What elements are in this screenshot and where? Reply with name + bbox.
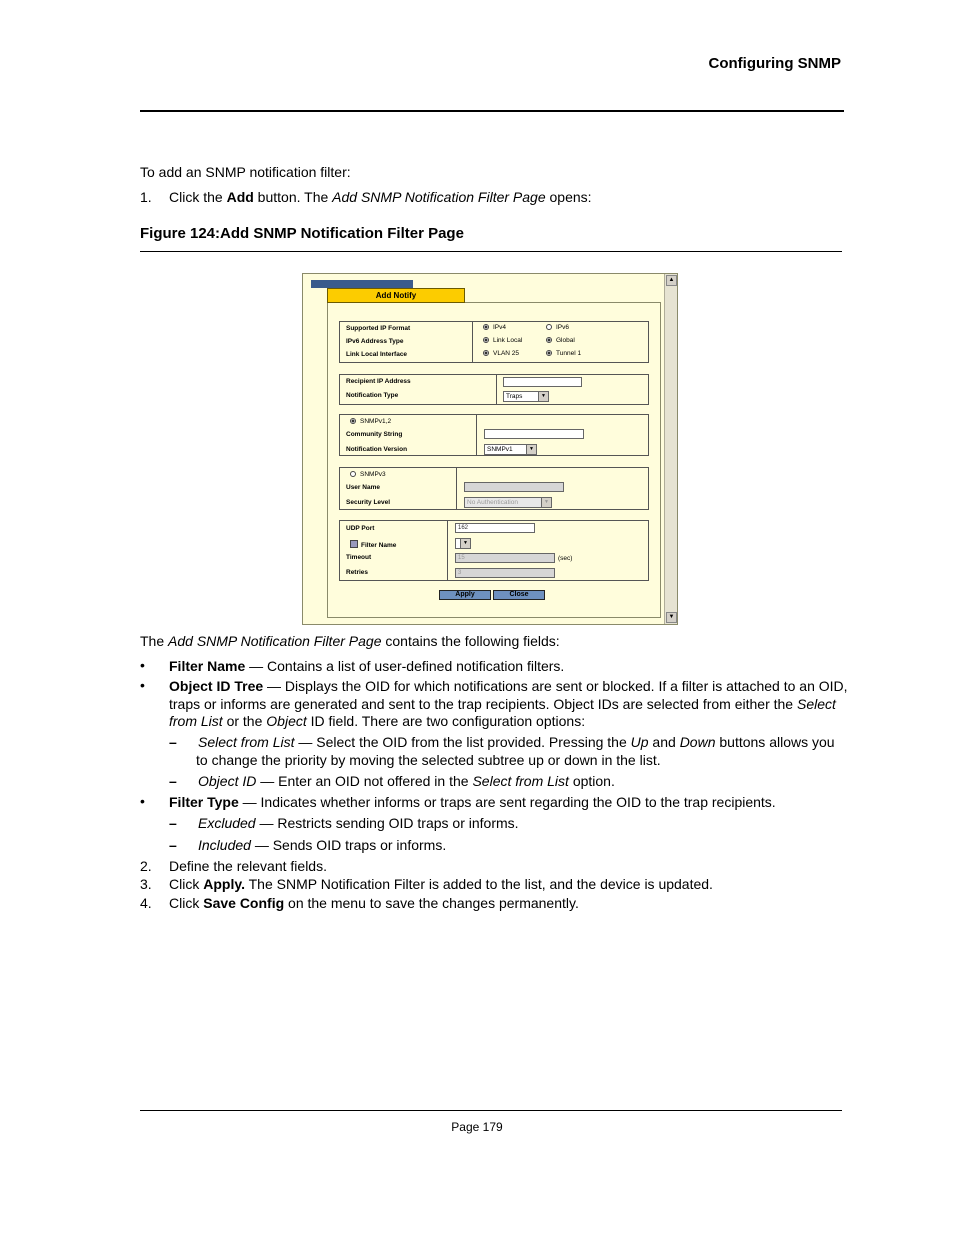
radio-link-local[interactable]: Link Local — [483, 337, 522, 344]
header-rule — [140, 110, 844, 112]
figure-rule — [140, 251, 842, 252]
option-object-id: Object ID — Enter an OID not offered in the Select from List option. — [198, 773, 615, 789]
filter-name-select[interactable]: ▼ — [455, 538, 471, 549]
recipient-ip-input[interactable] — [503, 377, 582, 387]
intro-text: To add an SNMP notification filter: — [140, 164, 351, 180]
ip-format-panel: Supported IP Format IPv6 Address Type Link Local Interface IPv4 Link Local VLAN 25 IPv6 Global Tunnel 1 — [339, 321, 649, 363]
udp-panel: UDP Port Filter Name Timeout Retries 162 ▼ 15 (sec) 3 — [339, 520, 649, 581]
page-number: Page 179 — [451, 1120, 503, 1134]
field-filter-type: Filter Type — Indicates whether informs or traps are sent regarding the OID to the trap recipients. — [169, 794, 776, 810]
step-3: 3. Click Apply. The SNMP Notification Filter is added to the list, and the device is updated. — [140, 876, 713, 892]
notification-version-select[interactable]: SNMPv1 ▼ — [484, 444, 537, 455]
option-select-from-list: Select from List — Select the OID from the list provided. Pressing the Up and Down buttons allows you — [198, 734, 835, 750]
form-area — [327, 303, 661, 618]
tab-bar-accent — [311, 280, 413, 288]
timeout-input[interactable]: 15 — [455, 553, 555, 563]
scroll-up-icon[interactable]: ▲ — [666, 275, 677, 286]
footer-rule — [140, 1110, 842, 1111]
fields-intro: The Add SNMP Notification Filter Page contains the following fields: — [140, 633, 560, 649]
radio-global[interactable]: Global — [546, 337, 575, 344]
dash-icon: – — [169, 734, 177, 750]
tab-add-notify[interactable]: Add Notify — [327, 288, 465, 303]
scrollbar[interactable] — [664, 274, 677, 624]
step-4: 4. Click Save Config on the menu to save the changes permanently. — [140, 895, 579, 911]
screenshot-add-notify — [302, 273, 678, 625]
radio-snmpv12[interactable]: SNMPv1,2 — [350, 418, 391, 425]
snmpv3-panel: SNMPv3 User Name Security Level No Authentication ▼ — [339, 467, 649, 510]
radio-snmpv3[interactable]: SNMPv3 — [350, 471, 386, 478]
dash-icon: – — [169, 815, 177, 831]
radio-tunnel1[interactable]: Tunnel 1 — [546, 350, 581, 357]
radio-vlan25[interactable]: VLAN 25 — [483, 350, 519, 357]
security-level-select[interactable]: No Authentication ▼ — [464, 497, 552, 508]
dash-icon: – — [169, 837, 177, 853]
community-string-input[interactable] — [484, 429, 584, 439]
recipient-panel: Recipient IP Address Notification Type Traps ▼ — [339, 374, 649, 405]
close-button[interactable]: Close — [493, 590, 545, 600]
snmpv12-panel: SNMPv1,2 Community String Notification Version SNMPv1 ▼ — [339, 414, 649, 456]
step-1: 1. Click the Add button. The Add SNMP Notification Filter Page opens: — [140, 189, 592, 205]
option-excluded: Excluded — Restricts sending OID traps or informs. — [198, 815, 519, 831]
step-2: 2. Define the relevant fields. — [140, 858, 327, 874]
radio-ipv6[interactable]: IPv6 — [546, 324, 569, 331]
bullet-icon: • — [140, 793, 145, 809]
field-filter-name: Filter Name — Contains a list of user-defined notification filters. — [169, 658, 565, 674]
bullet-icon: • — [140, 677, 145, 693]
user-name-input[interactable] — [464, 482, 564, 492]
option-included: Included — Sends OID traps or informs. — [198, 837, 447, 853]
apply-button[interactable]: Apply — [439, 590, 491, 600]
notification-type-select[interactable]: Traps ▼ — [503, 391, 549, 402]
scroll-down-icon[interactable]: ▼ — [666, 612, 677, 623]
filter-name-checkbox[interactable]: Filter Name — [350, 540, 396, 549]
figure-title: Figure 124:Add SNMP Notification Filter Page — [140, 225, 464, 242]
radio-ipv4[interactable]: IPv4 — [483, 324, 506, 331]
field-object-id-tree: Object ID Tree — Displays the OID for which notifications are sent or blocked. If a filter is attached to an OID, — [169, 678, 848, 694]
udp-port-input[interactable]: 162 — [455, 523, 535, 533]
dash-icon: – — [169, 773, 177, 789]
retries-input[interactable]: 3 — [455, 568, 555, 578]
running-header: Configuring SNMP — [708, 55, 841, 72]
bullet-icon: • — [140, 657, 145, 673]
